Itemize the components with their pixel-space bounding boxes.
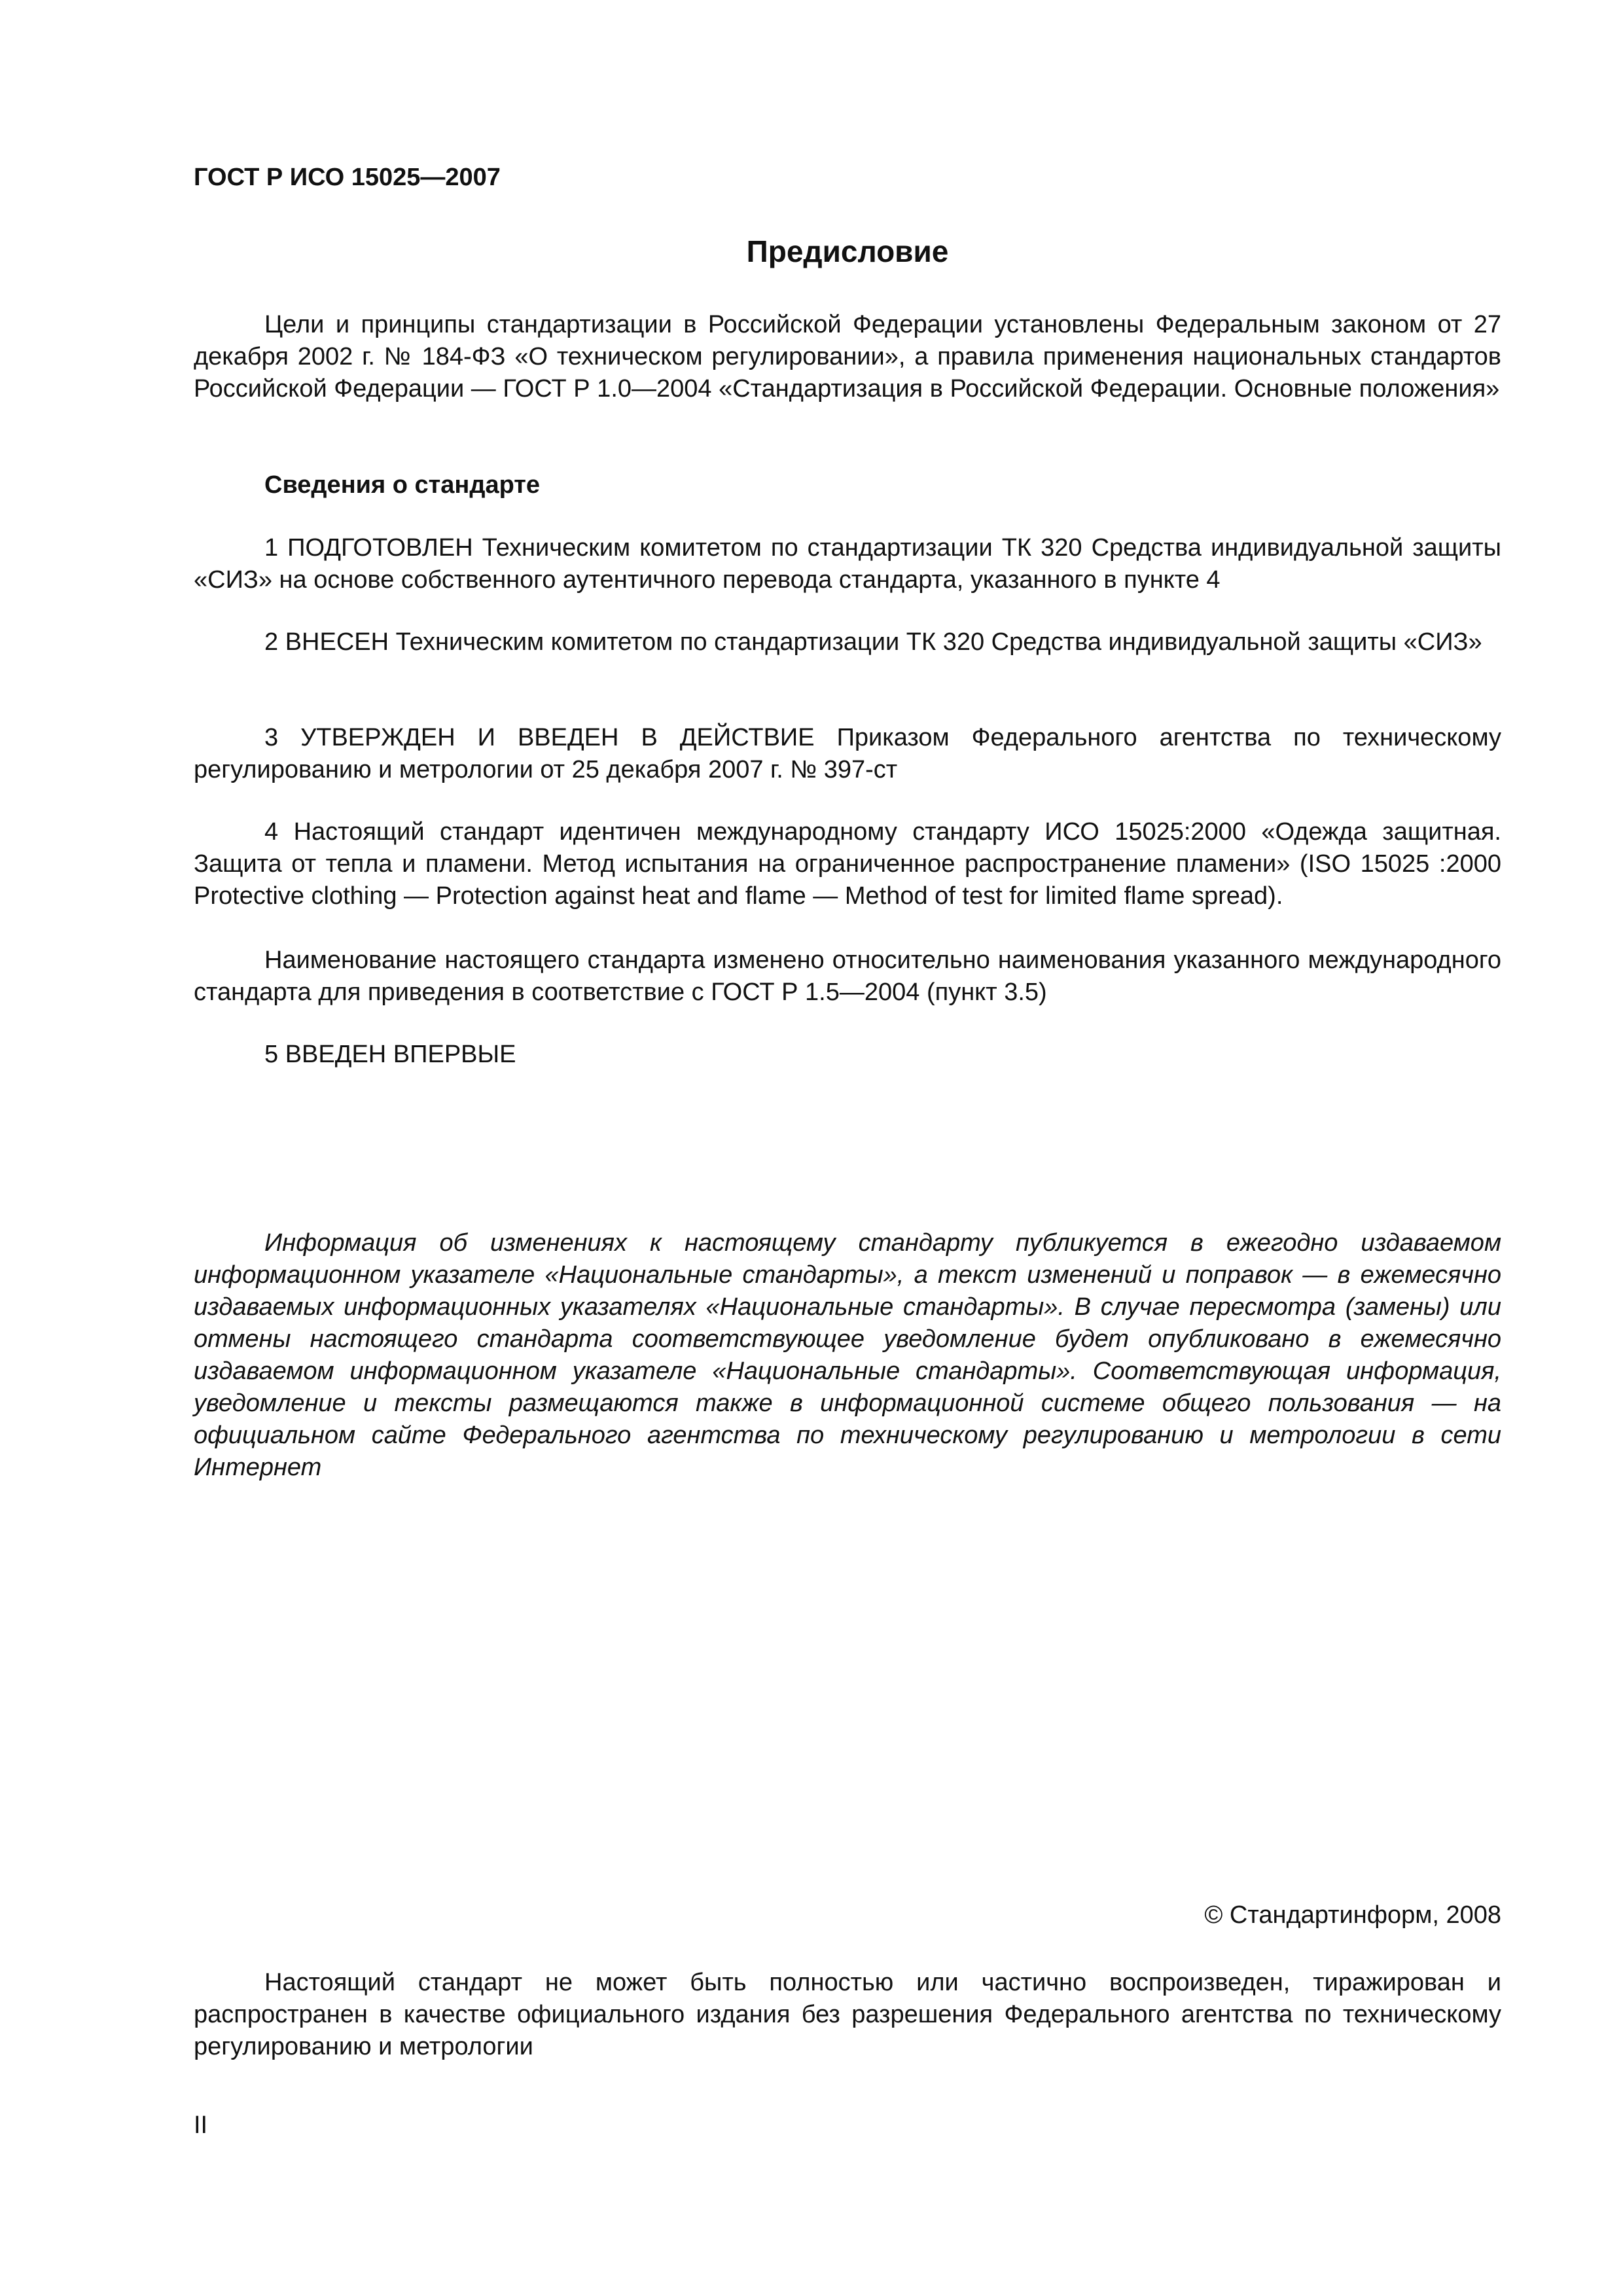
document-header: ГОСТ Р ИСО 15025—2007 <box>194 164 501 191</box>
item-4: 4 Настоящий стандарт идентичен международному стандарту ИСО 15025:2000 «Одежда защитная. Защита от тепла и пламени. Метод испытания на ограниченное распространение пламени» (ISO 15025 :2000 Protective clothing — Protection against heat and flame — Method of test for limited flame spread). <box>194 818 1501 910</box>
page-number: II <box>194 2111 208 2139</box>
info-notice: Информация об изменениях к настоящему стандарту публикуется в ежегодно издаваемом информационном указателе «Национальные стандарты», а текст изменений и поправок — в ежемесячно издаваемых информационных указателях «Национальные стандарты». В случае пересмотра (замены) или отмены настоящего стандарта соответствующее уведомление будет опубликовано в ежемесячно издаваемом информационном указателе «Национальные стандарты». Соответствующая информация, уведомление и тексты размещаются также в информационной системе общего пользования — на официальном сайте Федерального агентства по техническому регулированию и метрологии в сети Интернет <box>194 1229 1501 1481</box>
reproduction-notice: Настоящий стандарт не может быть полностью или частично воспроизведен, тиражирован и распространен в качестве официального издания без разрешения Федерального агентства по техническому регулированию и метрологии <box>194 1969 1501 2060</box>
item-1: 1 ПОДГОТОВЛЕН Техническим комитетом по стандартизации ТК 320 Средства индивидуальной защиты «СИЗ» на основе собственного аутентичного перевода стандарта, указанного в пункте 4 <box>194 534 1501 594</box>
item-2: 2 ВНЕСЕН Техническим комитетом по стандартизации ТК 320 Средства индивидуальной защиты «СИЗ» <box>264 628 1482 656</box>
item-5: 5 ВВЕДЕН ВПЕРВЫЕ <box>264 1041 516 1068</box>
section-heading: Сведения о стандарте <box>264 471 541 499</box>
page-title: Предисловие <box>746 234 949 268</box>
item-4-note: Наименование настоящего стандарта изменено относительно наименования указанного международного стандарта для приведения в соответствие с ГОСТ Р 1.5—2004 (пункт 3.5) <box>194 946 1501 1006</box>
copyright: © Стандартинформ, 2008 <box>1204 1901 1501 1929</box>
intro-paragraph: Цели и принципы стандартизации в Российской Федерации установлены Федеральным законом от 27 декабря 2002 г. № 184-ФЗ «О техническом регулировании», а правила применения национальных стандартов Российской Федерации — ГОСТ Р 1.0—2004 «Стандартизация в Российской Федерации. Основные положения» <box>194 311 1501 403</box>
item-3: 3 УТВЕРЖДЕН И ВВЕДЕН В ДЕЙСТВИЕ Приказом Федерального агентства по техническому регулированию и метрологии от 25 декабря 2007 г. № 397-ст <box>194 724 1501 783</box>
